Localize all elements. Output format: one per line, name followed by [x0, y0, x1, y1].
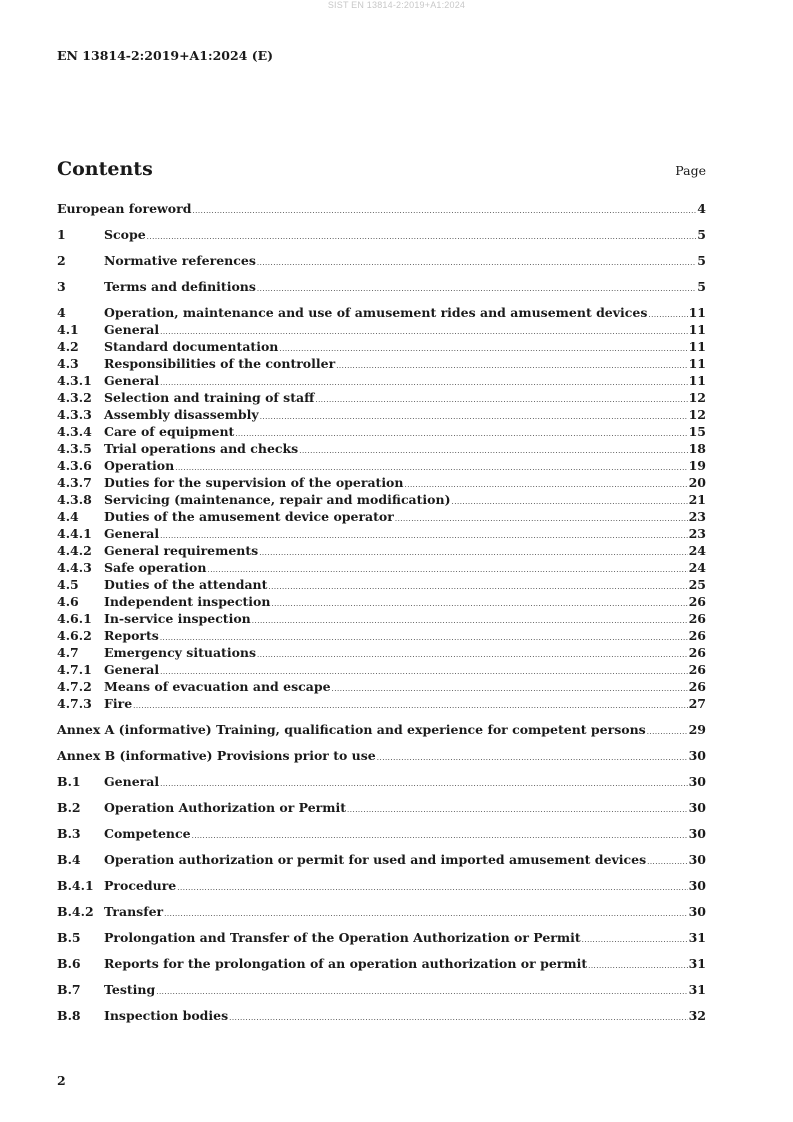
toc-entry-title: General requirements — [104, 543, 259, 558]
toc-entry-title: Normative references — [104, 253, 256, 268]
toc-entry-title: Procedure — [104, 878, 177, 893]
toc-entry[interactable] — [57, 645, 706, 662]
toc-entry-page: 30 — [688, 774, 706, 789]
toc-entry-page: 23 — [688, 509, 706, 524]
dot-leader — [588, 962, 687, 970]
toc-entry-page: 5 — [697, 227, 706, 242]
toc-entry-number: 4.4.3 — [57, 560, 92, 575]
toc-entry[interactable] — [57, 441, 706, 458]
toc-entry-number: 4.3.4 — [57, 424, 92, 439]
toc-entry-title: Competence — [104, 826, 191, 841]
toc-entry-number: B.4.1 — [57, 878, 94, 893]
toc-entry-page: 12 — [688, 407, 706, 422]
dot-leader — [160, 379, 687, 387]
toc-entry[interactable] — [57, 982, 706, 999]
toc-entry-title: Operation — [104, 458, 175, 473]
dot-leader — [156, 988, 687, 996]
toc-entry-page: 5 — [697, 253, 706, 268]
toc-entry[interactable] — [57, 475, 706, 492]
toc-entry-title: European foreword — [57, 201, 192, 216]
toc-entry[interactable] — [57, 1008, 706, 1025]
dot-leader — [582, 936, 688, 944]
toc-entry[interactable] — [57, 305, 706, 322]
toc-entry-number: 4 — [57, 305, 66, 320]
toc-entry-title: Prolongation and Transfer of the Operation Authorization or Permit — [104, 930, 581, 945]
toc-entry-number: 4.2 — [57, 339, 79, 354]
dot-leader — [377, 754, 688, 762]
contents-title: Contents — [57, 158, 153, 180]
toc-entry[interactable] — [57, 279, 706, 296]
dot-leader — [257, 285, 696, 293]
toc-entry-page: 24 — [688, 560, 706, 575]
toc-entry-page: 23 — [688, 526, 706, 541]
toc-entry[interactable] — [57, 628, 706, 645]
toc-entry-number: 4.4.1 — [57, 526, 92, 541]
toc-entry-page: 30 — [688, 852, 706, 867]
page-number: 2 — [57, 1073, 66, 1088]
toc-entry[interactable] — [57, 594, 706, 611]
dot-leader — [235, 430, 687, 438]
toc-entry[interactable] — [57, 679, 706, 696]
toc-entry[interactable] — [57, 322, 706, 339]
toc-entry[interactable] — [57, 509, 706, 526]
toc-entry[interactable] — [57, 774, 706, 791]
toc-entry-title: Duties for the supervision of the operation — [104, 475, 404, 490]
dot-leader — [271, 600, 687, 608]
toc-entry-title: Assembly disassembly — [104, 407, 259, 422]
toc-entry-number: B.2 — [57, 800, 81, 815]
toc-entry[interactable] — [57, 201, 706, 218]
toc-entry-page: 11 — [688, 339, 706, 354]
toc-entry-title: Transfer — [104, 904, 164, 919]
watermark: SIST EN 13814-2:2019+A1:2024 — [327, 0, 466, 10]
dot-leader — [175, 464, 687, 472]
toc-entry-page: 4 — [697, 201, 706, 216]
dot-leader — [405, 481, 688, 489]
toc-entry-page: 20 — [688, 475, 706, 490]
dot-leader — [133, 702, 687, 710]
page-column-label: Page — [675, 163, 706, 178]
dot-leader — [648, 311, 687, 319]
dot-leader — [160, 780, 687, 788]
toc-entry[interactable] — [57, 356, 706, 373]
dot-leader — [252, 617, 688, 625]
toc-entry-page: 26 — [688, 679, 706, 694]
toc-entry-title: Fire — [104, 696, 133, 711]
toc-entry[interactable] — [57, 722, 706, 739]
dot-leader — [332, 685, 688, 693]
dot-leader — [259, 549, 687, 557]
toc-entry-number: 4.3.8 — [57, 492, 92, 507]
toc-entry-page: 30 — [688, 748, 706, 763]
toc-entry-number: 4.5 — [57, 577, 79, 592]
toc-entry-page: 12 — [688, 390, 706, 405]
toc-entry[interactable] — [57, 662, 706, 679]
toc-entry[interactable] — [57, 492, 706, 509]
toc-entry-page: 5 — [697, 279, 706, 294]
dot-leader — [229, 1014, 687, 1022]
toc-entry[interactable] — [57, 800, 706, 817]
toc-entry-page: 21 — [688, 492, 706, 507]
toc-entry-title: Selection and training of staff — [104, 390, 315, 405]
toc-entry-number: 4.3.7 — [57, 475, 92, 490]
toc-entry[interactable] — [57, 956, 706, 973]
toc-entry-title: Trial operations and checks — [104, 441, 299, 456]
toc-entry-title: General — [104, 774, 160, 789]
dot-leader — [347, 806, 688, 814]
dot-leader — [647, 858, 687, 866]
toc-entry-title: Duties of the amusement device operator — [104, 509, 394, 524]
toc-entry-page: 30 — [688, 826, 706, 841]
toc-entry-number: 1 — [57, 227, 66, 242]
toc-entry-page: 25 — [688, 577, 706, 592]
toc-entry[interactable] — [57, 560, 706, 577]
toc-entry-page: 11 — [688, 305, 706, 320]
toc-entry-page: 26 — [688, 662, 706, 677]
dot-leader — [395, 515, 688, 523]
toc-entry-title: Scope — [104, 227, 146, 242]
toc-entry-title: Servicing (maintenance, repair and modification) — [104, 492, 451, 507]
toc-entry[interactable] — [57, 227, 706, 244]
toc-entry-number: B.6 — [57, 956, 81, 971]
toc-entry-page: 31 — [688, 982, 706, 997]
toc-entry-number: B.3 — [57, 826, 81, 841]
dot-leader — [160, 634, 688, 642]
toc-entry-number: 4.3.5 — [57, 441, 92, 456]
toc-entry-title: Responsibilities of the controller — [104, 356, 336, 371]
toc-entry-title: Reports for the prolongation of an operation authorization or permit — [104, 956, 588, 971]
toc-entry-page: 32 — [688, 1008, 706, 1023]
toc-entry-number: 4.7.3 — [57, 696, 92, 711]
toc-entry-title: General — [104, 373, 160, 388]
toc-entry-number: B.1 — [57, 774, 81, 789]
dot-leader — [207, 566, 687, 574]
dot-leader — [257, 259, 696, 267]
toc-entry-number: 4.1 — [57, 322, 79, 337]
toc-entry-title: Care of equipment — [104, 424, 235, 439]
toc-entry[interactable] — [57, 852, 706, 869]
toc-entry-number: B.5 — [57, 930, 81, 945]
dot-leader — [279, 345, 687, 353]
dot-leader — [452, 498, 688, 506]
toc-entry-page: 30 — [688, 800, 706, 815]
toc-entry[interactable] — [57, 543, 706, 560]
toc-entry-page: 31 — [688, 956, 706, 971]
toc-entry-title: Annex B (informative) Provisions prior to use — [57, 748, 376, 763]
toc-entry-title: Emergency situations — [104, 645, 257, 660]
toc-entry-page: 11 — [688, 322, 706, 337]
toc-entry-number: 4.3 — [57, 356, 79, 371]
toc-entry-page: 30 — [688, 878, 706, 893]
toc-entry-title: General — [104, 526, 160, 541]
toc-entry-number: 4.7.1 — [57, 662, 92, 677]
toc-entry-title: In-service inspection — [104, 611, 251, 626]
toc-entry-title: Operation, maintenance and use of amusement rides and amusement devices — [104, 305, 648, 320]
toc-entry-number: 4.4 — [57, 509, 79, 524]
toc-entry[interactable] — [57, 878, 706, 895]
toc-entry[interactable] — [57, 748, 706, 765]
toc-entry[interactable] — [57, 390, 706, 407]
toc-entry-title: Reports — [104, 628, 159, 643]
toc-entry[interactable] — [57, 424, 706, 441]
toc-entry-title: Operation Authorization or Permit — [104, 800, 347, 815]
dot-leader — [160, 532, 687, 540]
toc-entry-title: Means of evacuation and escape — [104, 679, 331, 694]
dot-leader — [164, 910, 687, 918]
toc-entry-number: 4.3.6 — [57, 458, 92, 473]
dot-leader — [268, 583, 687, 591]
toc-entry-page: 24 — [688, 543, 706, 558]
dot-leader — [257, 651, 688, 659]
toc-entry-page: 26 — [688, 594, 706, 609]
toc-entry[interactable] — [57, 458, 706, 475]
dot-leader — [147, 233, 697, 241]
toc-entry-title: Testing — [104, 982, 156, 997]
toc-entry-page: 15 — [688, 424, 706, 439]
toc-entry[interactable] — [57, 253, 706, 270]
toc-entry[interactable] — [57, 826, 706, 843]
dot-leader — [192, 832, 688, 840]
toc-entry-title: Duties of the attendant — [104, 577, 268, 592]
toc-entry-page: 26 — [688, 645, 706, 660]
toc-entry-number: 4.7 — [57, 645, 79, 660]
toc-entry-number: 4.7.2 — [57, 679, 92, 694]
toc-entry-title: Annex A (informative) Training, qualification and experience for competent persons — [57, 722, 646, 737]
toc-entry-page: 19 — [688, 458, 706, 473]
toc-entry-title: Standard documentation — [104, 339, 279, 354]
toc-entry-title: Independent inspection — [104, 594, 271, 609]
toc-entry-number: 4.3.3 — [57, 407, 92, 422]
toc-entry-page: 11 — [688, 373, 706, 388]
toc-entry-number: 4.3.2 — [57, 390, 92, 405]
toc-entry-page: 18 — [688, 441, 706, 456]
toc-entry[interactable] — [57, 407, 706, 424]
toc-entry-title: Inspection bodies — [104, 1008, 229, 1023]
toc-entry-number: B.8 — [57, 1008, 81, 1023]
toc-entry[interactable] — [57, 904, 706, 921]
dot-leader — [192, 207, 696, 215]
toc-entry-number: 3 — [57, 279, 66, 294]
toc-entry[interactable] — [57, 339, 706, 356]
dot-leader — [647, 728, 688, 736]
dot-leader — [260, 413, 688, 421]
toc-entry-title: Terms and definitions — [104, 279, 256, 294]
toc-entry-number: 4.6.2 — [57, 628, 92, 643]
toc-entry-page: 26 — [688, 611, 706, 626]
toc-entry-number: 2 — [57, 253, 66, 268]
toc-entry-number: 4.6.1 — [57, 611, 92, 626]
toc-entry-number: 4.3.1 — [57, 373, 92, 388]
toc-entry-title: Operation authorization or permit for used and imported amusement devices — [104, 852, 647, 867]
toc-entry-number: 4.4.2 — [57, 543, 92, 558]
toc-entry-number: 4.6 — [57, 594, 79, 609]
dot-leader — [299, 447, 687, 455]
toc-entry-title: General — [104, 322, 160, 337]
toc-entry-title: Safe operation — [104, 560, 207, 575]
dot-leader — [160, 328, 687, 336]
toc-entry-page: 31 — [688, 930, 706, 945]
dot-leader — [177, 884, 687, 892]
toc-entry-number: B.7 — [57, 982, 81, 997]
toc-entry-page: 27 — [688, 696, 706, 711]
dot-leader — [160, 668, 687, 676]
toc-entry[interactable] — [57, 696, 706, 713]
toc-entry[interactable] — [57, 577, 706, 594]
toc-entry-page: 29 — [688, 722, 706, 737]
toc-entry-number: B.4.2 — [57, 904, 94, 919]
dot-leader — [336, 362, 687, 370]
toc-entry[interactable] — [57, 930, 706, 947]
toc-entry[interactable] — [57, 611, 706, 628]
toc-entry-page: 11 — [688, 356, 706, 371]
document-id: EN 13814-2:2019+A1:2024 (E) — [57, 48, 274, 63]
toc-entry-page: 30 — [688, 904, 706, 919]
table-of-contents — [57, 201, 706, 1025]
dot-leader — [315, 396, 687, 404]
toc-entry-number: B.4 — [57, 852, 81, 867]
toc-entry-page: 26 — [688, 628, 706, 643]
toc-entry[interactable] — [57, 526, 706, 543]
toc-entry-title: General — [104, 662, 160, 677]
toc-entry[interactable] — [57, 373, 706, 390]
